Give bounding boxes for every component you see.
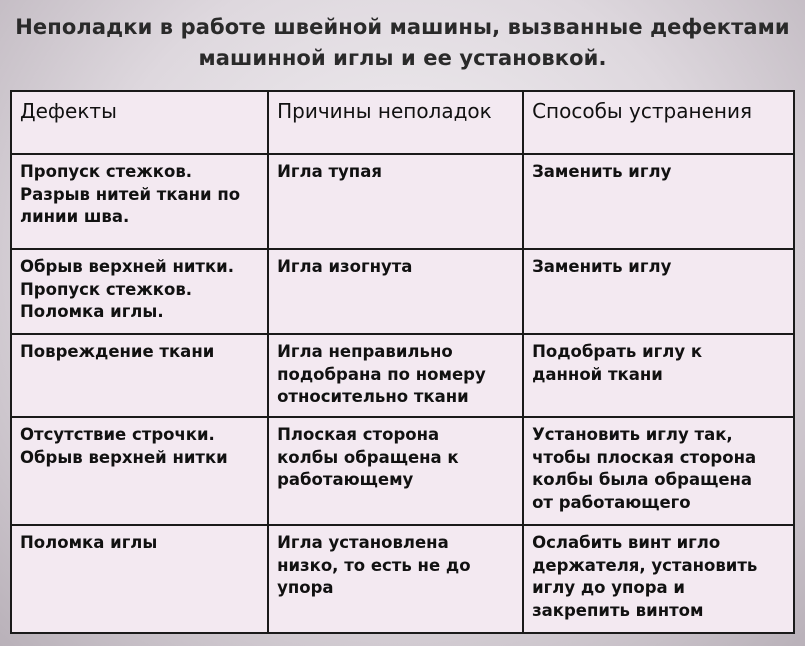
title-line-2: машинной иглы и ее установкой. (198, 46, 607, 70)
causes-cell (268, 249, 523, 334)
cell-line: Разрыв нитей ткани по (20, 184, 241, 204)
cell-line: данной ткани (532, 364, 663, 384)
defects-cell (11, 154, 268, 249)
cell-line: от работающего (532, 492, 691, 512)
cell-line: колбы обращена к (277, 447, 459, 467)
cell-line: Обрыв верхней нитки. (20, 257, 235, 276)
causes-cell (268, 417, 523, 525)
cell-line: Заменить иглу (532, 162, 672, 181)
cell-line: иглу до упора и (532, 578, 685, 597)
cell-line: Повреждение ткани (20, 342, 215, 361)
cell-line: низко, то есть не до (277, 555, 471, 575)
header-remedies: Способы устранения (523, 91, 794, 154)
header-defects: Дефекты (11, 91, 268, 154)
table-row (11, 417, 794, 525)
cell-line: работающему (277, 470, 414, 489)
cell-line: Игла установлена (277, 533, 449, 552)
cell-line: относительно ткани (277, 387, 469, 406)
cell-line: Заменить иглу (532, 257, 672, 276)
cell-line: Обрыв верхней нитки (20, 447, 228, 467)
remedies-cell (523, 154, 794, 249)
cell-line: Игла изогнута (277, 257, 413, 276)
cell-line: чтобы плоская сторона (532, 447, 757, 467)
causes-cell (268, 525, 523, 633)
table-header-row (11, 91, 794, 154)
cell-line: колбы была обращена (532, 470, 753, 489)
remedies-cell (523, 334, 794, 417)
causes-cell (268, 154, 523, 249)
defects-cell (11, 249, 268, 334)
defects-cell (11, 525, 268, 633)
cell-line: Плоская сторона (277, 425, 440, 444)
defects-cell (11, 417, 268, 525)
table-row (11, 154, 794, 249)
defects-cell (11, 334, 268, 417)
table-row (11, 525, 794, 633)
table-row (11, 249, 794, 334)
title-line-1: Неполадки в работе швейной машины, вызванные дефектами (15, 15, 790, 39)
cell-line: линии шва. (20, 207, 130, 226)
cell-line: Подобрать иглу к (532, 342, 703, 361)
causes-cell (268, 334, 523, 417)
cell-line: держателя, установить (532, 555, 758, 575)
remedies-cell (523, 525, 794, 633)
cell-line: Игла тупая (277, 162, 382, 181)
cell-line: Игла неправильно (277, 342, 453, 361)
cell-line: закрепить винтом (532, 600, 704, 620)
cell-line: Ослабить винт игло (532, 533, 721, 552)
remedies-cell (523, 417, 794, 525)
page-title (0, 12, 805, 74)
cell-line: Пропуск стежков. (20, 279, 193, 299)
remedies-cell (523, 249, 794, 334)
cell-line: Пропуск стежков. (20, 162, 193, 181)
header-causes: Причины неполадок (268, 91, 523, 154)
cell-line: подобрана по номеру (277, 364, 486, 384)
cell-line: Установить иглу так, (532, 425, 733, 444)
defects-table (10, 90, 795, 634)
cell-line: упора (277, 578, 334, 597)
table-row (11, 334, 794, 417)
cell-line: Отсутствие строчки. (20, 425, 215, 444)
cell-line: Поломка иглы (20, 533, 158, 552)
cell-line: Поломка иглы. (20, 302, 164, 321)
